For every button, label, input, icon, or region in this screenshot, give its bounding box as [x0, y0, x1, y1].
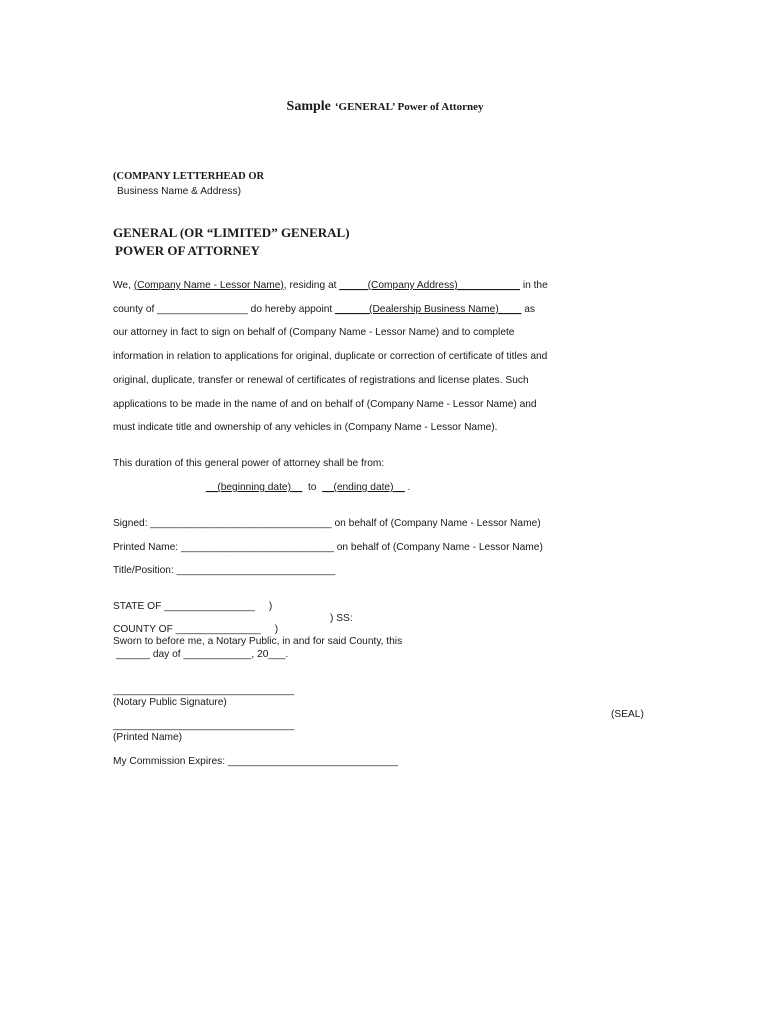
printed-name-line-notary: ________________________________ — [113, 720, 295, 731]
day-line: ______ day of ____________, 20___. — [116, 649, 289, 660]
ending-date-field: __(ending date)__ — [322, 482, 405, 493]
heading-line-1: GENERAL (OR “LIMITED” GENERAL) — [113, 225, 350, 240]
date-to: to — [302, 482, 323, 493]
title-rest: ‘GENERAL’ Power of Attorney — [334, 101, 484, 113]
body-line-2 — [113, 304, 535, 315]
sworn-line: Sworn to before me, a Notary Public, in and for said County, this — [113, 636, 403, 647]
title-sample: Sample — [286, 99, 331, 114]
body-line-2-post: as — [521, 304, 535, 315]
body-line-5: original, duplicate, transfer or renewal of certificates of registrations and license plates. Such — [113, 375, 529, 386]
printed-name-label: (Printed Name) — [113, 732, 183, 743]
body-line-1-pre: We, — [113, 280, 134, 291]
printed-name-line: Printed Name: ___________________________ on behalf of (Company Name - Lessor Name) — [113, 542, 543, 553]
date-end-punct: . — [404, 482, 411, 493]
letterhead-line-2: Business Name & Address) — [117, 186, 242, 197]
beginning-date-field: __(beginning date)__ — [206, 482, 303, 493]
company-address-field: _____(Company Address)___________ — [339, 280, 520, 291]
body-line-1 — [113, 280, 548, 291]
body-line-1-mid: , residing at — [283, 280, 340, 291]
title-position-line: Title/Position: ____________________________ — [113, 565, 336, 576]
ss-mark: ) SS: — [330, 613, 353, 624]
duration-line: This duration of this general power of attorney shall be from: — [113, 458, 385, 469]
signed-line: Signed: ________________________________ on behalf of (Company Name - Lessor Name) — [113, 518, 541, 529]
company-name-field: (Company Name - Lessor Name) — [133, 280, 284, 291]
seal-label: (SEAL) — [611, 709, 644, 720]
letterhead-line-1: (COMPANY LETTERHEAD OR — [113, 171, 265, 182]
state-line: STATE OF ________________ ) — [113, 601, 273, 612]
body-line-3: our attorney in fact to sign on behalf of (Company Name - Lessor Name) and to complete — [113, 327, 515, 338]
page-title — [0, 97, 770, 115]
body-line-4: information in relation to applications for original, duplicate or correction of certificate of titles and — [113, 351, 548, 362]
notary-signature-line: ________________________________ — [113, 685, 295, 696]
body-line-6: applications to be made in the name of and on behalf of (Company Name - Lessor Name) and — [113, 399, 537, 410]
body-line-2-pre: county of ________________ do hereby appoint — [113, 304, 336, 315]
body-line-7: must indicate title and ownership of any vehicles in (Company Name - Lessor Name). — [113, 422, 498, 433]
dealership-name-field: ______(Dealership Business Name)____ — [335, 304, 522, 315]
notary-signature-label: (Notary Public Signature) — [113, 697, 227, 708]
commission-expires-line: My Commission Expires: ______________________________ — [113, 756, 398, 767]
heading-line-2: POWER OF ATTORNEY — [115, 243, 260, 258]
body-line-1-post: in the — [519, 280, 548, 291]
date-range — [206, 482, 411, 493]
county-line: COUNTY OF _______________ ) — [113, 624, 279, 635]
